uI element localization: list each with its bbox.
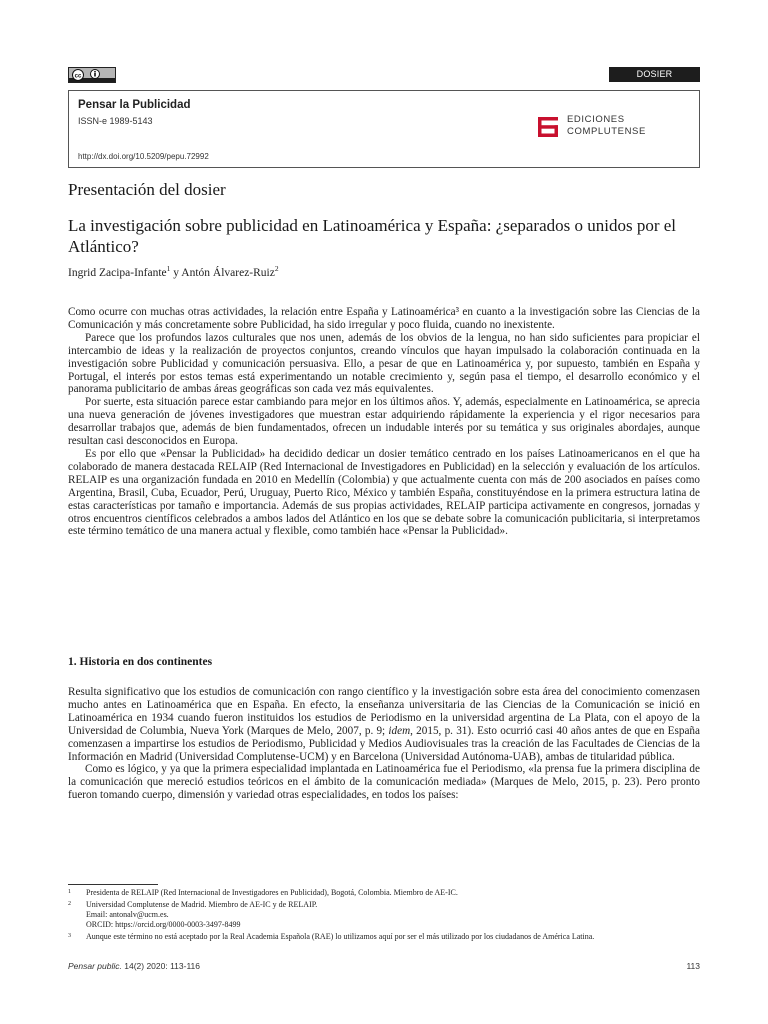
footnote-3: [68, 932, 700, 942]
footer-citation: [68, 961, 200, 971]
author-2: Antón Álvarez-Ruiz: [181, 266, 275, 279]
paragraph-text: , 2015, p. 31). Esto ocurrió casi 40 años antes de que en España comenzasen a impartirse los estudios de Periodismo, Publicidad y Medios Audiovisuales tras la creación de las Facultades de Ciencias de la Información en Madrid (Universidad Complutense-UCM) y en Barcelona (Universidad Autónoma-UAB), ambas de titularidad pública.: [68, 724, 700, 763]
paragraph-text: Resulta significativo que los estudios de comunicación con rango científico y la investigación sobre esta área del conocimiento comenzasen mucho antes en Latinoamérica que en España. En efecto, la enseñanza universitaria de las Ciencias de la Comunicación se inició en Latinoamérica en 1934 cuando fueron instituidos los estudios de Periodismo en la universidad argentina de La Plata, con el apoyo de la Universidad de Columbia, Nueva York (Marques de Melo, 2007, p. 9;: [68, 686, 700, 737]
issn: ISSN-e 1989-5143: [78, 116, 153, 126]
journal-name: Pensar la Publicidad: [78, 99, 191, 111]
footer-issue: 14(2) 2020: 113-116: [121, 961, 201, 971]
author-2-footnote-ref[interactable]: 2: [274, 264, 279, 273]
section-heading: 1. Historia en dos continentes: [68, 656, 213, 668]
citation-idem: idem: [388, 724, 411, 737]
creative-commons-badge[interactable]: [68, 67, 116, 83]
ediciones-complutense-logo-icon: [537, 116, 559, 138]
intro-paragraph-3: Por suerte, esta situación parece estar cambiando para mejor en los últimos años. Y, además, especialmente en Latinoamérica, se aprecia una nueva generación de jóvenes investigadores que muestran estar adquiriendo rápidamente la experiencia y el rigor necesarios para desarrollar trabajos que, además de bien fundamentados, ofrecen un indudable interés por su temática y sus originales abordajes, aunque resultan casi desconocidos en Europa.: [68, 396, 700, 448]
author-1-footnote-ref[interactable]: 1: [166, 264, 171, 273]
publisher-line-1: EDICIONES: [567, 114, 625, 125]
footnote-number: 3: [68, 933, 71, 939]
section-1-body: [68, 686, 700, 802]
intro-paragraph-2: Parece que los profundos lazos culturales que nos unen, además de los obvios de la lengua, no han sido suficientes para propiciar el intercambio de ideas y la realización de proyectos conjuntos, creando vínculos que hayan impulsado la colaboración continuada en la investigación sobre Publicidad y comunicación persuasiva. Ello, a pesar de que en Latinoamérica y, por supuesto, también en España y Portugal, el interés por estos temas está experimentando un notable crecimiento y, según pasa el tiempo, el desarrollo económico y el panorama publicitario de ambas áreas geográficas son cada vez más equivalentes.: [68, 331, 700, 396]
footnote-line: Presidenta de RELAIP (Red Internacional de Investigadores en Publicidad), Bogotá, Colombia. Miembro de AE-IC.: [86, 888, 458, 897]
footnote-line: Aunque este término no está aceptado por la Real Academia Española (RAE) lo utilizamos aquí por ser el más utilizado por los ciudadanos de América Latina.: [86, 932, 595, 941]
intro-paragraph-4: Es por ello que «Pensar la Publicidad» ha decidido dedicar un dosier temático centrado en los países Latinoamericanos en el que ha colaborado de manera destacada RELAIP (Red Internacional de Investigadores en Publicidad) en la selección y evaluación de los artículos. RELAIP es una organización fundada en 2010 en Medellín (Colombia) y que actualmente cuenta con más de 200 asociados en países como Argentina, Brasil, Cuba, Ecuador, Perú, Uruguay, Puerto Rico, México y también España, constituyéndose en la primera estructura latina de estas características por tamaño e importancia. Además de sus propias actividades, RELAIP participa activamente en congresos, jornadas y otros encuentros científicos celebrados a ambos lados del Atlántico en los que se debate sobre la comunicación publicitaria, si interpretamos este término temático de una manera actual y flexible, como también hace «Pensar la Publicidad».: [68, 447, 700, 538]
author-connector: y: [170, 266, 182, 279]
author-1: Ingrid Zacipa-Infante: [68, 266, 167, 279]
section-1-paragraph-2: Como es lógico, y ya que la primera especialidad implantada en Latinoamérica fue el Periodismo, «la prensa fue la primera disciplina de la comunicación que mereció estudios teóricos en el ámbito de la comunicación mediada» (Marques de Melo, 2015, p. 23). Pero pronto fueron tomando cuerpo, dimensión y variedad otras especialidades, en todos los países:: [68, 763, 700, 802]
section-tag: DOSIER: [609, 67, 700, 82]
footnote-divider: [68, 884, 158, 885]
doi-link[interactable]: http://dx.doi.org/10.5209/pepu.72992: [78, 152, 209, 161]
creative-commons-by-icon: [69, 68, 115, 82]
page-number: 113: [686, 961, 700, 971]
footnote-orcid-link[interactable]: ORCID: https://orcid.org/0000-0003-3497-8499: [86, 920, 241, 929]
footnotes: [68, 888, 700, 944]
footnote-number: 1: [68, 889, 71, 895]
article-title: La investigación sobre publicidad en Latinoamérica y España: ¿separados o unidos por el Atlántico?: [68, 216, 677, 256]
footnote-2: [68, 900, 700, 930]
publisher-line-2: COMPLUTENSE: [567, 126, 646, 137]
footnote-email[interactable]: Email: antonalv@ucm.es.: [86, 910, 169, 919]
section-1-paragraph-1: [68, 686, 700, 763]
publisher-name: [567, 114, 646, 138]
section-title: Presentación del dosier: [68, 180, 226, 199]
authors: [68, 264, 279, 279]
introduction: [68, 306, 700, 538]
footnote-line: Universidad Complutense de Madrid. Miembro de AE-IC y de RELAIP.: [86, 900, 318, 909]
journal-header: [68, 90, 700, 168]
footnote-number: 2: [68, 901, 71, 907]
footer-journal: Pensar public.: [68, 961, 122, 971]
svg-text:cc: cc: [74, 73, 82, 80]
intro-paragraph-1: Como ocurre con muchas otras actividades, la relación entre España y Latinoamérica³ en cuanto a la investigación sobre las Ciencias de la Comunicación y más concretamente sobre Publicidad, ha sido irregular y poco fluida, cuando no inexistente.: [68, 306, 700, 331]
footnote-1: [68, 888, 700, 898]
